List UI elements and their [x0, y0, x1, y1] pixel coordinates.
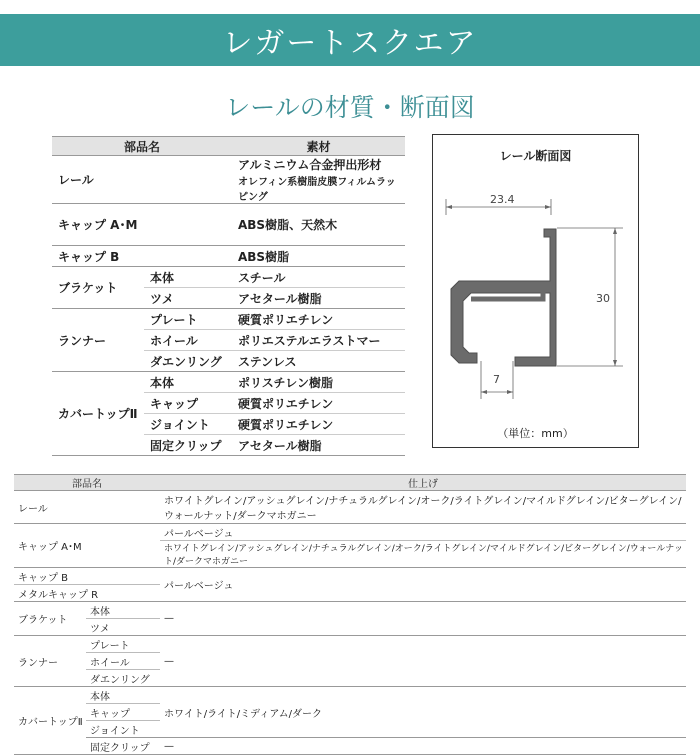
material-line: オレフィン系樹脂皮膜フィルムラッピング	[238, 177, 396, 203]
finish-line: ホワイトグレイン/アッシュグレイン/ナチュラルグレイン/オーク/ライトグレイン/マイルドグレイン/ビターグレイン/	[164, 496, 682, 507]
finish-cell: ホワイト/ライト/ミディアム/ダーク	[160, 687, 686, 738]
sub-part-name: 固定クリップ	[86, 738, 160, 755]
material-table	[52, 136, 405, 456]
part-name: メタルキャップ R	[14, 585, 160, 602]
title-banner	[0, 14, 700, 66]
table-header-row	[14, 475, 686, 491]
sub-part-name: ジョイント	[86, 721, 160, 738]
table-row	[52, 246, 405, 267]
material-cell: アセタール樹脂	[232, 435, 405, 456]
finish-cell: パールベージュ	[160, 568, 686, 602]
finish-cell: —	[160, 636, 686, 687]
material-cell: アセタール樹脂	[232, 288, 405, 309]
material-cell: スチール	[232, 267, 405, 288]
table-row	[52, 156, 405, 204]
diagram-title: レール断面図	[499, 149, 572, 163]
part-name: カバートップⅡ	[14, 687, 86, 755]
part-name: ブラケット	[14, 602, 86, 636]
sub-part-name: 本体	[144, 372, 232, 393]
material-cell: 硬質ポリエチレン	[232, 393, 405, 414]
sub-part-name: キャップ	[144, 393, 232, 414]
sub-part-name: 本体	[86, 687, 160, 704]
finish-table	[14, 474, 686, 755]
header-finish: 仕上げ	[160, 475, 686, 491]
table-row	[14, 687, 686, 704]
finish-cell: パールベージュ	[160, 524, 686, 541]
part-name: キャップ A･M	[52, 204, 232, 246]
sub-part-name: キャップ	[86, 704, 160, 721]
part-name: レール	[52, 156, 232, 204]
sub-part-name: 本体	[86, 602, 160, 619]
sub-part-name: ダエンリング	[86, 670, 160, 687]
table-header-row	[52, 137, 405, 156]
finish-cell: —	[160, 738, 686, 755]
sub-part-name: プレート	[86, 636, 160, 653]
header-part-name: 部品名	[14, 475, 160, 491]
section-subtitle: レールの材質・断面図	[225, 93, 475, 122]
material-cell: ポリスチレン樹脂	[232, 372, 405, 393]
sub-part-name: ツメ	[144, 288, 232, 309]
part-name: ブラケット	[52, 267, 144, 309]
sub-part-name: ジョイント	[144, 414, 232, 435]
table-row	[14, 491, 686, 524]
material-cell	[232, 156, 405, 204]
rail-profile-drawing	[433, 135, 638, 447]
sub-part-name: ダエンリング	[144, 351, 232, 372]
material-cell: ポリエステルエラストマー	[232, 330, 405, 351]
header-material: 素材	[232, 137, 405, 156]
material-cell: ステンレス	[232, 351, 405, 372]
dimension-height-label: 30	[596, 292, 610, 305]
table-row	[14, 636, 686, 653]
table-row	[14, 602, 686, 619]
material-cell: 硬質ポリエチレン	[232, 414, 405, 435]
part-name: キャップ A･M	[14, 524, 160, 568]
part-name: レール	[14, 491, 160, 524]
table-row	[52, 267, 405, 288]
sub-part-name: ホイール	[144, 330, 232, 351]
unit-label: （単位：mm）	[497, 427, 574, 440]
sub-part-name: 本体	[144, 267, 232, 288]
sub-part-name: 固定クリップ	[144, 435, 232, 456]
dimension-small-label: 7	[493, 373, 500, 386]
finish-cell	[160, 491, 686, 524]
table-row	[52, 204, 405, 246]
table-row	[14, 524, 686, 541]
part-name: ランナー	[52, 309, 144, 372]
dimension-width-label: 23.4	[490, 193, 515, 206]
finish-cell: —	[160, 602, 686, 636]
part-name: キャップ B	[52, 246, 232, 267]
part-name: キャップ B	[14, 568, 160, 585]
header-part-name: 部品名	[52, 137, 232, 156]
table-row	[14, 738, 686, 755]
table-row	[52, 309, 405, 330]
material-cell: ABS樹脂	[232, 246, 405, 267]
finish-line: ウォールナット/ダークマホガニー	[164, 511, 317, 522]
page-title: レガートスクエア	[222, 26, 478, 61]
material-cell: ABS樹脂、天然木	[232, 204, 405, 246]
cross-section-diagram	[432, 134, 639, 448]
table-row	[52, 372, 405, 393]
sub-part-name: ツメ	[86, 619, 160, 636]
table-row	[14, 568, 686, 585]
sub-part-name: ホイール	[86, 653, 160, 670]
material-line: アルミニウム合金押出形材	[238, 158, 382, 172]
material-cell: 硬質ポリエチレン	[232, 309, 405, 330]
sub-part-name: プレート	[144, 309, 232, 330]
finish-cell: ホワイトグレイン/アッシュグレイン/ナチュラルグレイン/オーク/ライトグレイン/マイルドグレイン/ビターグレイン/ウォールナット/ダークマホガニー	[160, 541, 686, 568]
part-name: カバートップⅡ	[52, 372, 144, 456]
part-name: ランナー	[14, 636, 86, 687]
